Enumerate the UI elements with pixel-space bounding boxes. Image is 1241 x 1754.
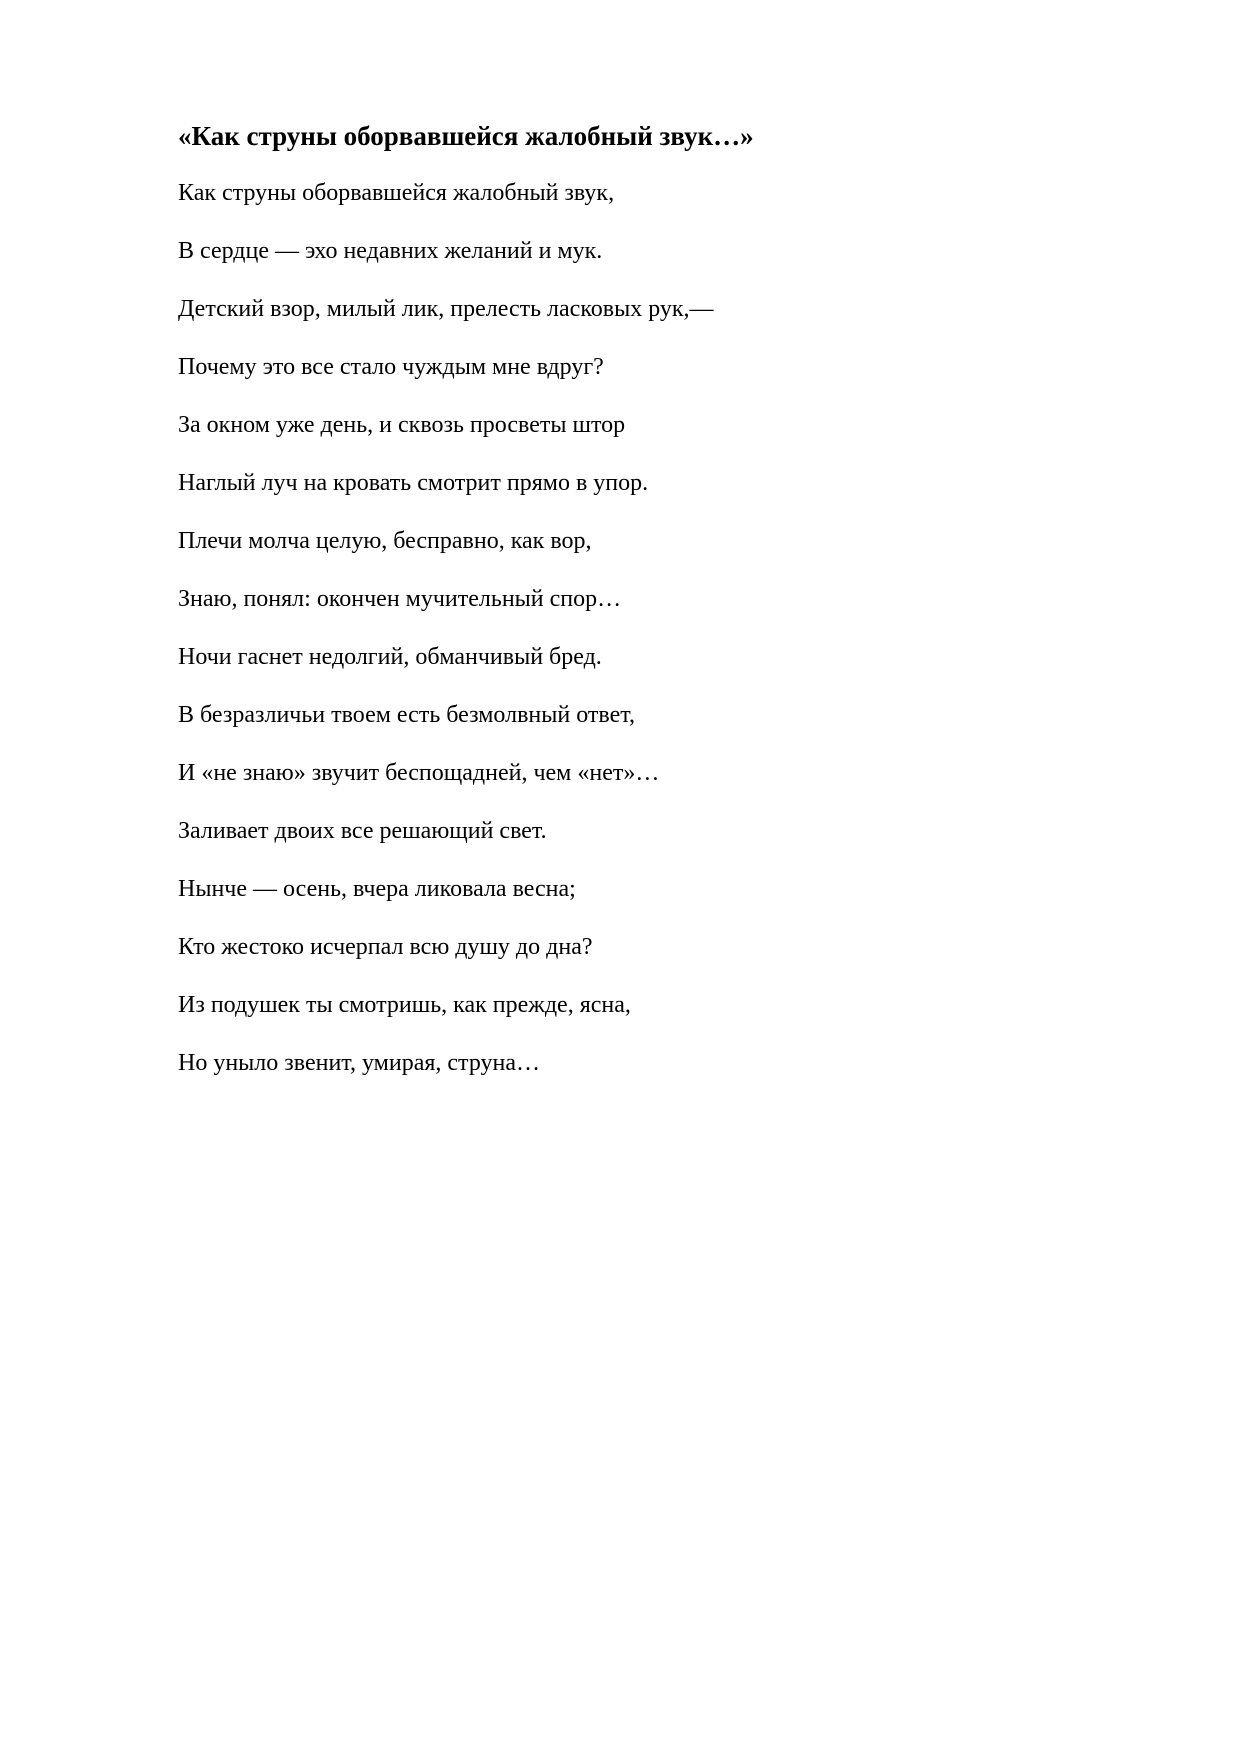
poem-line-2: В сердце — эхо недавних желаний и мук. [178,238,603,264]
poem-line-3: Детский взор, милый лик, прелесть ласковых рук,— [178,296,714,322]
poem-line-14: Кто жестоко исчерпал всю душу до дна? [178,934,593,960]
poem-line-15: Из подушек ты смотришь, как прежде, ясна, [178,992,631,1018]
poem-line-5: За окном уже день, и сквозь просветы штор [178,412,626,438]
poem-line-10: В безразличьи твоем есть безмолвный ответ, [178,702,635,728]
poem-line-13: Нынче — осень, вчера ликовала весна; [178,876,576,902]
poem-line-11: И «не знаю» звучит беспощадней, чем «нет»… [178,760,660,786]
poem-line-16: Но уныло звенит, умирая, струна… [178,1050,540,1076]
poem-line-4: Почему это все стало чуждым мне вдруг? [178,354,604,380]
poem-body [178,176,714,1104]
poem-title: «Как струны оборвавшейся жалобный звук…» [178,121,754,151]
poem-line-8: Знаю, понял: окончен мучительный спор… [178,586,622,612]
poem-line-6: Наглый луч на кровать смотрит прямо в упор. [178,470,649,496]
poem-line-12: Заливает двоих все решающий свет. [178,818,547,844]
poem-line-9: Ночи гаснет недолгий, обманчивый бред. [178,644,602,670]
poem-line-1: Как струны оборвавшейся жалобный звук, [178,180,615,206]
poem-line-7: Плечи молча целую, бесправно, как вор, [178,528,592,554]
